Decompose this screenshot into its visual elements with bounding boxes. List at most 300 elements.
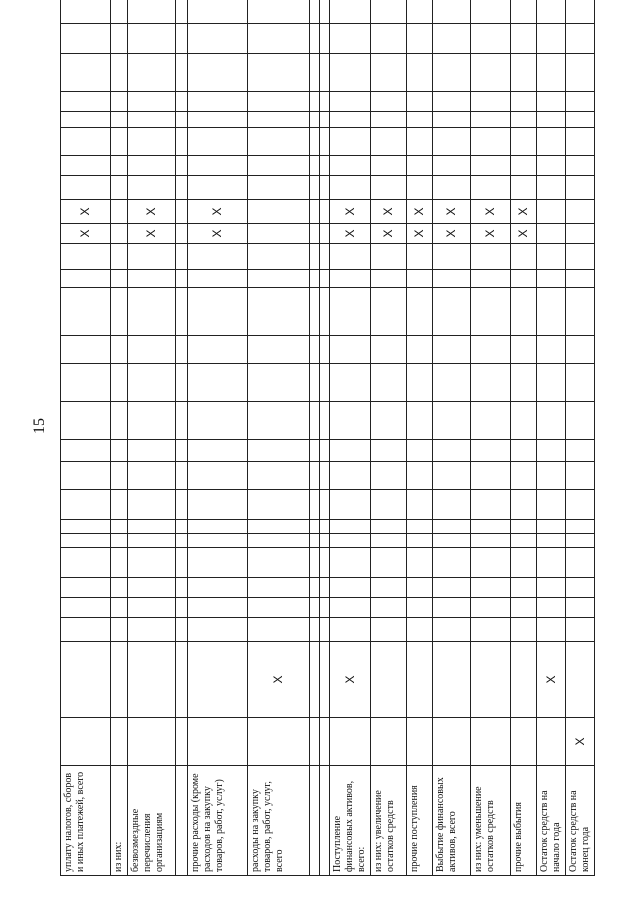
table-cell: [371, 54, 407, 92]
table-cell: [371, 336, 407, 364]
table-cell: [310, 642, 320, 718]
table-cell: [407, 156, 433, 176]
table-cell: [566, 156, 595, 176]
table-cell: [330, 402, 371, 440]
table-cell: [371, 520, 407, 534]
table-cell: [407, 200, 433, 224]
table-cell: [128, 364, 176, 402]
table-cell: [128, 440, 176, 462]
table-row: [128, 0, 176, 876]
table-cell: [566, 128, 595, 156]
table-cell: [111, 288, 128, 336]
row-label: Поступление финансовых активов, всего:: [330, 766, 371, 876]
table-cell: [471, 128, 511, 156]
table-row: [407, 0, 433, 876]
table-cell: [128, 24, 176, 54]
table-cell: [371, 642, 407, 718]
table-cell: [310, 128, 320, 156]
table-cell: [330, 534, 371, 548]
table-cell: [248, 490, 310, 520]
table-cell: [407, 128, 433, 156]
table-cell: [320, 578, 330, 598]
x-mark: X: [342, 229, 357, 238]
table-cell: [128, 598, 176, 618]
table-cell: [537, 336, 566, 364]
table-cell: [330, 224, 371, 244]
table-cell: [537, 440, 566, 462]
row-label: расходы на закупку товаров, работ, услуг, всего: [248, 766, 310, 876]
table-cell: [188, 244, 248, 270]
table-cell: [128, 200, 176, 224]
table-cell: [511, 364, 537, 402]
table-cell: [330, 718, 371, 766]
table-cell: [471, 548, 511, 578]
table-cell: [566, 548, 595, 578]
table-cell: [407, 548, 433, 578]
table-cell: [566, 490, 595, 520]
table-cell: [320, 0, 330, 24]
table-cell: [128, 490, 176, 520]
table-cell: [320, 336, 330, 364]
table-cell: [128, 718, 176, 766]
table-cell: [111, 244, 128, 270]
table-cell: [407, 176, 433, 200]
table-cell: [61, 642, 111, 718]
table-cell: [566, 718, 595, 766]
table-cell: [310, 534, 320, 548]
row-label: Выбытие финансовых активов, всего: [433, 766, 471, 876]
table-cell: [176, 128, 188, 156]
table-cell: [310, 598, 320, 618]
x-mark: X: [412, 207, 426, 216]
table-cell: [176, 548, 188, 578]
table-cell: [537, 270, 566, 288]
table-cell: [320, 718, 330, 766]
table-cell: [433, 534, 471, 548]
table-cell: [248, 244, 310, 270]
table-cell: [371, 718, 407, 766]
table-cell: [188, 462, 248, 490]
table-cell: [128, 54, 176, 92]
table-cell: [248, 224, 310, 244]
table-cell: [566, 598, 595, 618]
table-cell: [433, 618, 471, 642]
table-cell: [310, 224, 320, 244]
table-row: [61, 0, 111, 876]
table-cell: [330, 336, 371, 364]
table-cell: [188, 618, 248, 642]
table-cell: [371, 534, 407, 548]
table-cell: [537, 176, 566, 200]
table-cell: [407, 92, 433, 112]
table-cell: [310, 244, 320, 270]
table-cell: [537, 364, 566, 402]
table-cell: [61, 0, 111, 24]
row-label: прочие поступления: [407, 766, 433, 876]
table-cell: [248, 462, 310, 490]
table-cell: [176, 244, 188, 270]
table-cell: [537, 534, 566, 548]
table-cell: [188, 548, 248, 578]
table-cell: [61, 128, 111, 156]
table-cell: [566, 578, 595, 598]
table-cell: [433, 548, 471, 578]
table-cell: [537, 642, 566, 718]
table-cell: [330, 462, 371, 490]
table-cell: [566, 618, 595, 642]
table-cell: [371, 462, 407, 490]
table-cell: [320, 402, 330, 440]
table-cell: [248, 336, 310, 364]
table-cell: [111, 642, 128, 718]
table-cell: [433, 402, 471, 440]
table-cell: [471, 54, 511, 92]
table-cell: [310, 578, 320, 598]
row-label: [320, 766, 330, 876]
x-mark: X: [342, 207, 357, 216]
table-cell: [61, 618, 111, 642]
row-label: [310, 766, 320, 876]
row-label: из них:: [111, 766, 128, 876]
table-cell: [566, 364, 595, 402]
x-mark: X: [444, 229, 458, 238]
table-cell: [330, 0, 371, 24]
row-label: уплату налогов, сборов и иных платежей, всего: [61, 766, 111, 876]
table-cell: [188, 520, 248, 534]
table-cell: [248, 176, 310, 200]
table-cell: [128, 112, 176, 128]
table-cell: [537, 54, 566, 92]
table-cell: [371, 490, 407, 520]
table-cell: [111, 270, 128, 288]
table-cell: [176, 718, 188, 766]
table-cell: [433, 224, 471, 244]
table-cell: [176, 490, 188, 520]
table-cell: [511, 548, 537, 578]
table-cell: [188, 578, 248, 598]
table-cell: [188, 128, 248, 156]
table-cell: [511, 402, 537, 440]
table-cell: [471, 112, 511, 128]
table-cell: [310, 520, 320, 534]
table-cell: [433, 462, 471, 490]
table-cell: [330, 440, 371, 462]
table-cell: [188, 54, 248, 92]
table-cell: [248, 520, 310, 534]
table-cell: [320, 128, 330, 156]
table-cell: [111, 718, 128, 766]
table-cell: [566, 534, 595, 548]
table-cell: [61, 200, 111, 224]
table-cell: [188, 288, 248, 336]
table-cell: [371, 578, 407, 598]
x-mark: X: [543, 675, 558, 684]
x-mark: X: [271, 675, 285, 684]
table-cell: [248, 200, 310, 224]
table-cell: [330, 270, 371, 288]
table-cell: [111, 618, 128, 642]
row-label: из них: увеличение остатков средств: [371, 766, 407, 876]
table-cell: [61, 364, 111, 402]
table-cell: [111, 548, 128, 578]
table-cell: [537, 402, 566, 440]
table-cell: [320, 112, 330, 128]
table-cell: [176, 618, 188, 642]
table-cell: [537, 288, 566, 336]
x-mark: X: [516, 229, 530, 238]
table-cell: [61, 440, 111, 462]
table-cell: [407, 534, 433, 548]
table-cell: [176, 54, 188, 92]
table-cell: [511, 520, 537, 534]
table-cell: [407, 288, 433, 336]
table-cell: [176, 402, 188, 440]
table-cell: [330, 24, 371, 54]
table-cell: [407, 402, 433, 440]
table-cell: [371, 156, 407, 176]
table-cell: [433, 54, 471, 92]
table-row: [433, 0, 471, 876]
table-cell: [128, 244, 176, 270]
table-cell: [433, 520, 471, 534]
table-cell: [471, 336, 511, 364]
table-cell: [407, 618, 433, 642]
table-cell: [566, 642, 595, 718]
table-cell: [188, 336, 248, 364]
table-cell: [111, 176, 128, 200]
table-cell: [310, 112, 320, 128]
table-cell: [320, 462, 330, 490]
table-cell: [310, 402, 320, 440]
table-cell: [310, 364, 320, 402]
table-cell: [407, 270, 433, 288]
table-row: [248, 0, 310, 876]
table-cell: [188, 0, 248, 24]
table-cell: [433, 244, 471, 270]
table-cell: [188, 718, 248, 766]
table-cell: [566, 54, 595, 92]
table-cell: [128, 462, 176, 490]
table-cell: [511, 270, 537, 288]
table-cell: [511, 24, 537, 54]
table-cell: [407, 490, 433, 520]
table-cell: [248, 92, 310, 112]
table-cell: [61, 156, 111, 176]
table-cell: [471, 402, 511, 440]
table-cell: [537, 224, 566, 244]
table-cell: [320, 224, 330, 244]
table-cell: [128, 128, 176, 156]
table-cell: [61, 176, 111, 200]
table-cell: [176, 364, 188, 402]
table-cell: [566, 336, 595, 364]
table-cell: [371, 176, 407, 200]
table-row: [371, 0, 407, 876]
table-cell: [111, 578, 128, 598]
report-table-container: [60, 48, 591, 876]
x-mark: X: [572, 737, 587, 746]
table-cell: [176, 336, 188, 364]
table-cell: [433, 112, 471, 128]
table-cell: [566, 402, 595, 440]
table-cell: [433, 270, 471, 288]
table-cell: [248, 440, 310, 462]
x-mark: X: [78, 207, 92, 216]
table-cell: [61, 336, 111, 364]
table-cell: [61, 54, 111, 92]
table-cell: [433, 24, 471, 54]
table-cell: [320, 642, 330, 718]
table-cell: [320, 92, 330, 112]
x-mark: X: [444, 207, 458, 216]
table-cell: [371, 112, 407, 128]
table-row: [188, 0, 248, 876]
table-cell: [433, 336, 471, 364]
table-cell: [61, 578, 111, 598]
table-cell: [320, 176, 330, 200]
table-cell: [176, 224, 188, 244]
table-cell: [371, 24, 407, 54]
table-cell: [511, 288, 537, 336]
table-cell: [433, 578, 471, 598]
table-cell: [433, 200, 471, 224]
table-cell: [511, 490, 537, 520]
table-cell: [511, 0, 537, 24]
table-row: [176, 0, 188, 876]
x-mark: X: [381, 229, 395, 238]
table-cell: [310, 24, 320, 54]
table-cell: [61, 598, 111, 618]
x-mark: X: [483, 229, 497, 238]
table-cell: [330, 598, 371, 618]
table-cell: [330, 490, 371, 520]
table-cell: [188, 598, 248, 618]
table-cell: [176, 462, 188, 490]
table-cell: [433, 288, 471, 336]
table-cell: [128, 0, 176, 24]
table-cell: [511, 112, 537, 128]
table-cell: [471, 718, 511, 766]
table-cell: [471, 462, 511, 490]
table-cell: [111, 490, 128, 520]
table-cell: [371, 128, 407, 156]
table-cell: [511, 618, 537, 642]
table-cell: [111, 402, 128, 440]
table-cell: [320, 200, 330, 224]
table-cell: [471, 364, 511, 402]
table-cell: [176, 156, 188, 176]
table-cell: [511, 534, 537, 548]
table-cell: [471, 200, 511, 224]
table-cell: [566, 176, 595, 200]
table-cell: [320, 244, 330, 270]
report-table: [60, 0, 595, 876]
table-cell: [248, 24, 310, 54]
table-cell: [128, 176, 176, 200]
table-cell: [371, 200, 407, 224]
table-cell: [61, 288, 111, 336]
table-cell: [61, 490, 111, 520]
table-cell: [566, 92, 595, 112]
table-cell: [310, 0, 320, 24]
table-cell: [471, 578, 511, 598]
table-cell: [310, 92, 320, 112]
table-cell: [371, 92, 407, 112]
table-row: [511, 0, 537, 876]
table-cell: [471, 176, 511, 200]
table-cell: [176, 92, 188, 112]
table-cell: [371, 224, 407, 244]
table-cell: [61, 718, 111, 766]
table-cell: [407, 462, 433, 490]
table-cell: [471, 224, 511, 244]
table-cell: [176, 520, 188, 534]
table-cell: [433, 598, 471, 618]
table-cell: [128, 642, 176, 718]
table-cell: [176, 112, 188, 128]
table-cell: [566, 440, 595, 462]
table-cell: [310, 336, 320, 364]
table-cell: [407, 0, 433, 24]
x-mark: X: [210, 229, 224, 238]
table-cell: [566, 112, 595, 128]
table-cell: [330, 578, 371, 598]
table-cell: [188, 440, 248, 462]
table-cell: [176, 440, 188, 462]
table-cell: [61, 520, 111, 534]
table-cell: [537, 112, 566, 128]
table-cell: [111, 462, 128, 490]
table-cell: [310, 440, 320, 462]
table-cell: [248, 402, 310, 440]
table-cell: [176, 288, 188, 336]
table-row: [566, 0, 595, 876]
table-cell: [537, 462, 566, 490]
table-cell: [310, 718, 320, 766]
table-cell: [176, 270, 188, 288]
table-cell: [511, 578, 537, 598]
table-cell: [61, 548, 111, 578]
table-cell: [537, 598, 566, 618]
table-cell: [471, 618, 511, 642]
table-cell: [310, 490, 320, 520]
table-cell: [371, 270, 407, 288]
table-cell: [188, 490, 248, 520]
table-cell: [128, 156, 176, 176]
table-cell: [566, 462, 595, 490]
table-cell: [248, 534, 310, 548]
table-cell: [111, 520, 128, 534]
table-cell: [320, 54, 330, 92]
table-cell: [407, 224, 433, 244]
table-cell: [111, 156, 128, 176]
table-cell: [511, 642, 537, 718]
table-cell: [248, 156, 310, 176]
table-cell: [371, 0, 407, 24]
table-cell: [128, 548, 176, 578]
table-cell: [320, 288, 330, 336]
table-cell: [248, 642, 310, 718]
table-cell: [61, 224, 111, 244]
table-cell: [407, 520, 433, 534]
table-cell: [111, 336, 128, 364]
table-cell: [320, 270, 330, 288]
table-cell: [407, 24, 433, 54]
table-cell: [407, 578, 433, 598]
table-cell: [188, 200, 248, 224]
table-cell: [128, 402, 176, 440]
table-cell: [433, 718, 471, 766]
